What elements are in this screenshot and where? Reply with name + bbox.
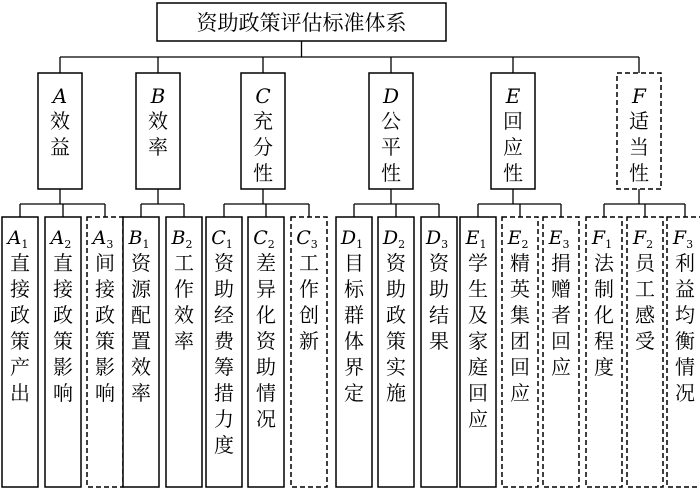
- indicator-label-char: 受: [635, 329, 655, 353]
- indicator-code-subscript: 2: [646, 238, 654, 251]
- indicator-label-char: 资: [131, 251, 151, 275]
- indicator-code-subscript: 2: [185, 238, 193, 251]
- indicator-label-char: 接: [95, 277, 115, 301]
- indicator-code-letter: E: [465, 227, 480, 249]
- indicator-code-subscript: 1: [21, 238, 29, 251]
- indicator-label-char: 影: [95, 355, 115, 379]
- indicator-code-subscript: 3: [106, 238, 114, 251]
- indicator-label-char: 资: [214, 251, 234, 275]
- indicator-label-char: 助: [429, 277, 449, 301]
- indicator-label-char: 结: [429, 303, 449, 327]
- indicator-label-char: 源: [131, 277, 151, 301]
- indicator-code-letter: E: [507, 227, 522, 249]
- indicator-label-char: 度: [214, 433, 234, 457]
- indicator-label-char: 感: [635, 303, 655, 327]
- indicator-label-char: 响: [95, 381, 115, 405]
- indicator-label-char: 目: [344, 251, 364, 275]
- indicator-label-char: 生: [468, 277, 488, 301]
- indicator-label-char: 策: [53, 329, 73, 353]
- criterion-name-char: 充: [253, 109, 273, 133]
- indicator-label-char: 标: [344, 277, 364, 301]
- criterion-name-char: 性: [253, 161, 273, 185]
- indicator-code-letter: D: [382, 227, 399, 249]
- indicator-label-char: 制: [594, 277, 614, 301]
- indicator-D1: [336, 204, 372, 487]
- indicator-label-char: 利: [675, 251, 695, 275]
- indicator-label-char: 直: [10, 251, 30, 275]
- criterion-name-char: 公: [381, 109, 401, 133]
- indicator-code-subscript: 3: [562, 238, 570, 251]
- indicator-label-char: 集: [510, 303, 530, 327]
- indicator-label-char: 策: [95, 329, 115, 353]
- indicator-code-letter: F: [632, 227, 647, 249]
- indicator-label-char: 赠: [551, 277, 571, 301]
- indicator-label-char: 体: [344, 329, 364, 353]
- criterion-F: [586, 57, 700, 487]
- indicator-label-char: 产: [10, 355, 30, 379]
- indicator-code-subscript: 2: [398, 238, 406, 251]
- indicator-label-char: 助: [386, 277, 406, 301]
- criterion-letter: E: [505, 84, 521, 108]
- indicator-D2: [378, 204, 414, 487]
- criterion-letter: C: [255, 84, 271, 108]
- indicator-label-char: 情: [256, 381, 276, 405]
- indicator-label-char: 创: [299, 303, 319, 327]
- indicator-C1: [206, 204, 242, 487]
- indicator-label-char: 程: [594, 329, 614, 353]
- indicator-label-char: 群: [344, 303, 364, 327]
- indicator-label-char: 化: [594, 303, 614, 327]
- indicator-F3: [667, 204, 700, 487]
- criterion-letter: B: [150, 84, 166, 108]
- indicator-label-char: 配: [131, 303, 151, 327]
- indicator-code-subscript: 1: [605, 238, 613, 251]
- criterion-name-char: 率: [148, 135, 168, 159]
- indicator-code-letter: A: [7, 227, 22, 249]
- indicator-label-char: 况: [256, 407, 276, 431]
- indicator-E1: [460, 204, 496, 487]
- indicator-label-char: 情: [675, 355, 695, 379]
- indicator-label-char: 及: [468, 303, 488, 327]
- criterion-E: [460, 57, 579, 487]
- indicator-label-char: 应: [551, 355, 571, 379]
- indicator-label-char: 度: [594, 355, 614, 379]
- indicator-label-char: 政: [386, 303, 406, 327]
- criterion-name-char: 应: [503, 135, 523, 159]
- indicator-code-letter: A: [92, 227, 107, 249]
- indicator-label-char: 况: [675, 381, 695, 405]
- indicator-label-char: 定: [344, 381, 364, 405]
- criterion-name-char: 效: [148, 109, 168, 133]
- indicator-E2: [502, 204, 538, 487]
- criterion-letter: F: [632, 84, 646, 108]
- indicator-label-char: 政: [53, 303, 73, 327]
- indicator-label-char: 施: [386, 381, 406, 405]
- indicator-label-char: 精: [510, 251, 530, 275]
- indicator-code-subscript: 3: [441, 238, 449, 251]
- indicator-label-char: 间: [95, 251, 115, 275]
- indicator-B1: [123, 204, 159, 487]
- indicator-label-char: 学: [468, 251, 488, 275]
- indicator-label-char: 应: [468, 407, 488, 431]
- indicator-code-letter: A: [50, 227, 65, 249]
- indicator-F1: [586, 204, 622, 487]
- indicator-label-char: 者: [551, 303, 571, 327]
- indicator-code-letter: B: [171, 227, 186, 249]
- indicator-label-char: 界: [344, 355, 364, 379]
- indicator-label-char: 新: [299, 329, 319, 353]
- indicator-label-char: 助: [256, 355, 276, 379]
- indicator-A2: [45, 204, 81, 487]
- indicator-code-letter: C: [211, 227, 226, 249]
- criterion-name-char: 适: [629, 109, 649, 133]
- indicator-label-char: 率: [174, 329, 194, 353]
- indicator-label-char: 工: [299, 251, 319, 275]
- indicator-label-char: 出: [10, 381, 30, 405]
- indicator-label-char: 差: [256, 251, 276, 275]
- indicator-code-subscript: 2: [64, 238, 72, 251]
- indicator-label-char: 政: [10, 303, 30, 327]
- indicator-label-char: 回: [510, 355, 530, 379]
- criterion-name-char: 回: [503, 109, 523, 133]
- criterion-letter: D: [382, 84, 400, 108]
- indicator-label-char: 置: [131, 329, 151, 353]
- indicator-label-char: 响: [53, 381, 73, 405]
- indicator-label-char: 工: [635, 277, 655, 301]
- root-label: 资助政策评估标准体系: [196, 11, 407, 35]
- indicator-F2: [627, 204, 663, 487]
- indicator-code-letter: C: [253, 227, 268, 249]
- indicator-label-char: 英: [510, 277, 530, 301]
- criterion-name-char: 性: [503, 161, 523, 185]
- indicator-label-char: 作: [299, 277, 319, 301]
- criterion-A: [2, 57, 123, 487]
- indicator-label-char: 庭: [468, 355, 488, 379]
- indicator-label-char: 资: [386, 251, 406, 275]
- indicator-label-char: 家: [468, 329, 488, 353]
- criterion-letter: A: [52, 84, 68, 108]
- indicator-label-char: 衡: [675, 329, 695, 353]
- indicator-label-char: 捐: [551, 251, 571, 275]
- indicator-label-char: 措: [214, 381, 234, 405]
- indicator-code-subscript: 2: [267, 238, 275, 251]
- indicator-label-char: 回: [551, 329, 571, 353]
- indicator-label-char: 接: [10, 277, 30, 301]
- indicator-label-char: 效: [131, 355, 151, 379]
- indicator-label-char: 政: [95, 303, 115, 327]
- indicator-label-char: 回: [468, 381, 488, 405]
- indicator-label-char: 工: [174, 251, 194, 275]
- indicator-label-char: 益: [675, 277, 695, 301]
- indicator-label-char: 作: [174, 277, 194, 301]
- indicator-label-char: 助: [214, 277, 234, 301]
- indicator-D3: [421, 204, 457, 487]
- indicator-label-char: 资: [429, 251, 449, 275]
- indicator-label-char: 策: [10, 329, 30, 353]
- indicator-label-char: 实: [386, 355, 406, 379]
- indicator-C2: [248, 204, 284, 487]
- indicator-label-char: 直: [53, 251, 73, 275]
- criterion-B: [123, 57, 202, 487]
- indicator-C3: [291, 204, 327, 487]
- criterion-C: [206, 57, 327, 487]
- criterion-name-char: 平: [381, 135, 401, 159]
- indicator-code-letter: D: [340, 227, 357, 249]
- indicator-label-char: 力: [214, 407, 234, 431]
- indicator-code-subscript: 3: [686, 238, 694, 251]
- indicator-E3: [543, 204, 579, 487]
- indicator-label-char: 员: [635, 251, 655, 275]
- indicator-label-char: 应: [510, 381, 530, 405]
- indicator-code-letter: F: [591, 227, 606, 249]
- indicator-code-subscript: 1: [479, 238, 487, 251]
- indicator-label-char: 均: [675, 303, 695, 327]
- indicator-code-subscript: 1: [356, 238, 364, 251]
- indicator-B2: [166, 204, 202, 487]
- criterion-name-char: 当: [629, 135, 649, 159]
- criterion-name-char: 性: [629, 161, 649, 185]
- indicator-label-char: 影: [53, 355, 73, 379]
- indicator-label-char: 果: [429, 329, 449, 353]
- indicator-label-char: 资: [256, 329, 276, 353]
- indicator-code-subscript: 1: [142, 238, 150, 251]
- indicator-label-char: 费: [214, 329, 234, 353]
- indicator-A1: [2, 204, 38, 487]
- indicator-code-subscript: 2: [521, 238, 529, 251]
- criterion-name-char: 性: [381, 161, 401, 185]
- indicator-code-letter: F: [672, 227, 687, 249]
- criterion-D: [336, 57, 457, 487]
- indicator-label-char: 接: [53, 277, 73, 301]
- indicator-label-char: 效: [174, 303, 194, 327]
- indicator-A3: [87, 204, 123, 487]
- indicator-code-letter: D: [425, 227, 442, 249]
- indicator-label-char: 化: [256, 303, 276, 327]
- indicator-label-char: 率: [131, 381, 151, 405]
- indicator-code-subscript: 3: [310, 238, 318, 251]
- indicator-label-char: 团: [510, 329, 530, 353]
- indicator-label-char: 策: [386, 329, 406, 353]
- indicator-label-char: 法: [594, 251, 614, 275]
- criterion-name-char: 益: [50, 135, 70, 159]
- criterion-name-char: 分: [253, 135, 273, 159]
- indicator-label-char: 异: [256, 277, 276, 301]
- indicator-label-char: 经: [214, 303, 234, 327]
- criterion-name-char: 效: [50, 109, 70, 133]
- indicator-code-subscript: 1: [225, 238, 233, 251]
- indicator-code-letter: C: [296, 227, 311, 249]
- indicator-label-char: 筹: [214, 355, 234, 379]
- indicator-code-letter: B: [128, 227, 143, 249]
- indicator-code-letter: E: [548, 227, 563, 249]
